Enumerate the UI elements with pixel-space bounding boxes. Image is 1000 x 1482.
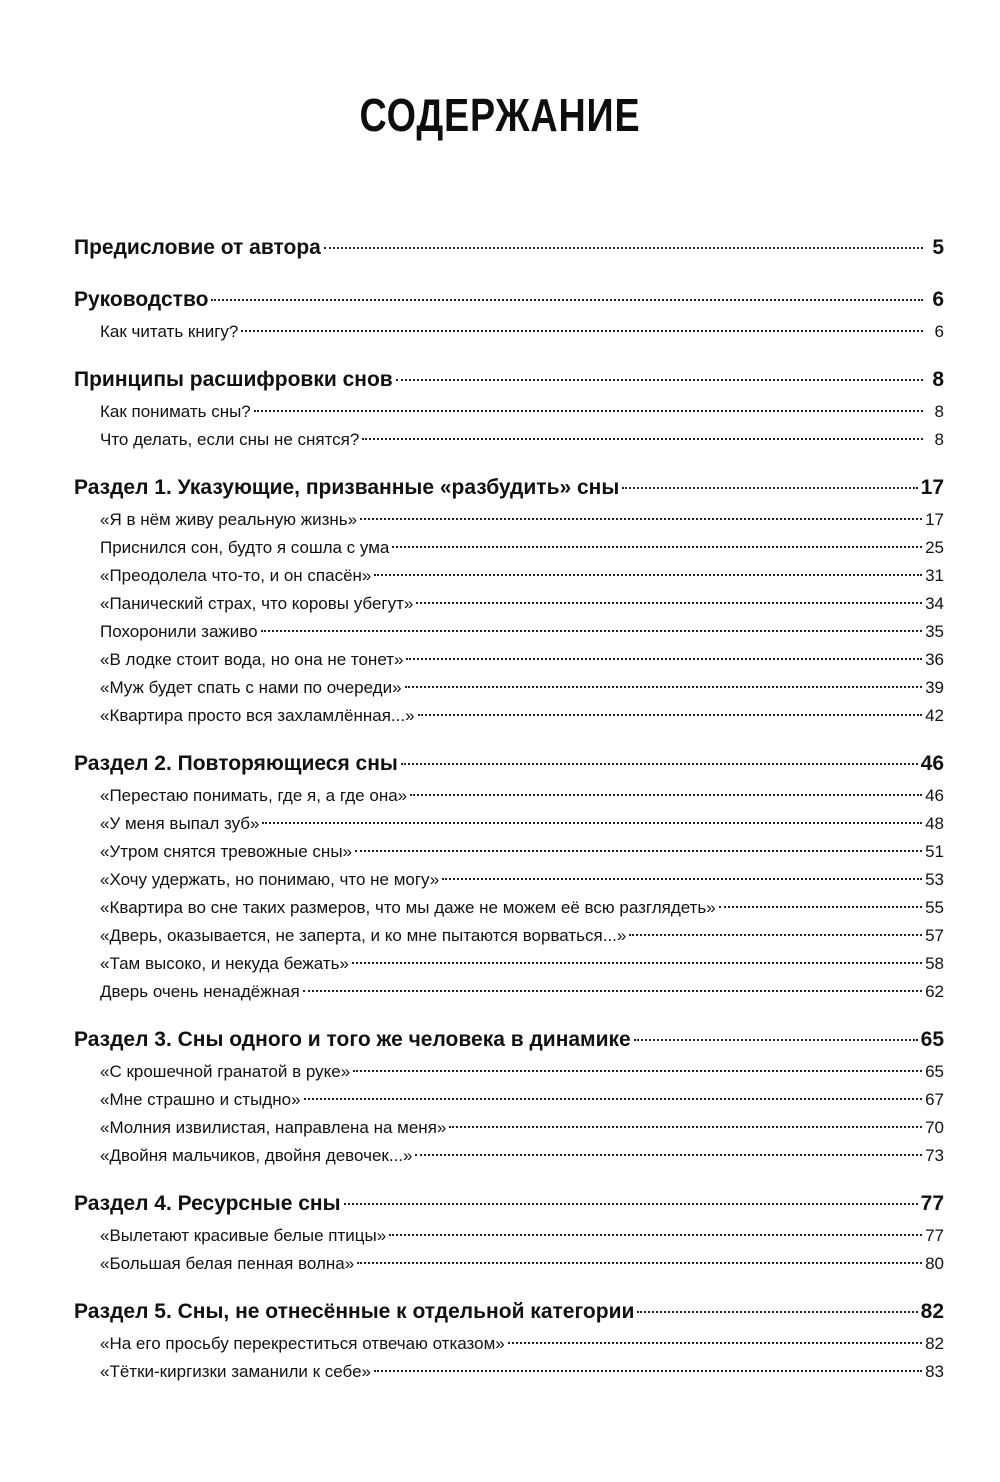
toc-page-number: 53	[925, 870, 944, 889]
toc-entry[interactable]	[74, 534, 944, 562]
dot-leader	[629, 934, 922, 936]
dot-leader	[392, 546, 922, 548]
toc-page-number: 51	[925, 842, 944, 861]
dot-leader	[357, 1262, 922, 1264]
section-gap	[74, 1006, 944, 1022]
toc-page-number: 8	[934, 430, 944, 449]
toc-entry[interactable]	[74, 1114, 944, 1142]
toc-page-number: 46	[920, 752, 944, 775]
dot-leader	[262, 822, 922, 824]
toc-page-number: 55	[925, 898, 944, 917]
toc-entry-title: Как понимать сны?	[100, 402, 251, 421]
toc-entry[interactable]	[74, 838, 944, 866]
toc-entry-title: «Муж будет спать с нами по очереди»	[100, 678, 402, 697]
toc-section-title: Раздел 2. Повторяющиеся сны	[74, 752, 398, 775]
section-gap	[74, 1278, 944, 1294]
toc-page-number: 6	[934, 322, 944, 341]
toc-section	[74, 1294, 944, 1386]
toc-section-title: Предисловие от автора	[74, 236, 321, 259]
toc-page-number: 67	[925, 1090, 944, 1109]
toc-entry-title: «Утром снятся тревожные сны»	[100, 842, 352, 861]
toc-page-number: 80	[925, 1254, 944, 1273]
dot-leader	[374, 574, 922, 576]
toc-entry-title: Как читать книгу?	[100, 322, 239, 341]
dot-leader	[410, 794, 922, 796]
toc-page-number: 17	[925, 510, 944, 529]
toc-entry-title: «Перестаю понимать, где я, а где она»	[100, 786, 408, 805]
dot-leader	[241, 330, 923, 332]
dot-leader	[396, 379, 923, 381]
toc-section	[74, 1186, 944, 1278]
toc-entry-title: «Я в нём живу реальную жизнь»	[100, 510, 358, 529]
dot-leader	[211, 299, 923, 301]
toc-entry[interactable]	[74, 1330, 944, 1358]
toc-entry-title: «Квартира просто вся захламлённая...»	[100, 706, 415, 725]
dot-leader	[344, 1203, 918, 1205]
dot-leader	[353, 1070, 922, 1072]
toc-entry[interactable]	[74, 866, 944, 894]
toc-entry-title: «Большая белая пенная волна»	[100, 1254, 355, 1273]
toc-entry-title: «Тётки-киргизки заманили к себе»	[100, 1362, 372, 1381]
toc-entry-title: «Преодолела что-то, и он спасён»	[100, 566, 372, 585]
toc-page-number: 39	[925, 678, 944, 697]
toc-entry-title: «Молния извилистая, направлена на меня»	[100, 1118, 447, 1137]
toc-page-number: 48	[925, 814, 944, 833]
toc-page-number: 6	[932, 288, 944, 311]
toc-page-number: 70	[925, 1118, 944, 1137]
toc-entry[interactable]	[74, 506, 944, 534]
toc-page-number: 65	[920, 1028, 944, 1051]
toc-entry[interactable]	[74, 1142, 944, 1170]
toc-entry-title: «В лодке стоит вода, но она не тонет»	[100, 650, 404, 669]
toc-entry[interactable]	[74, 702, 944, 730]
dot-leader	[303, 990, 922, 992]
toc-entry[interactable]	[74, 1222, 944, 1250]
page-title: СОДЕРЖАНИЕ	[359, 89, 641, 141]
dot-leader	[406, 658, 922, 660]
dot-leader	[449, 1126, 922, 1128]
dot-leader	[360, 518, 922, 520]
toc-entry[interactable]	[74, 426, 944, 454]
toc-entry[interactable]	[74, 562, 944, 590]
toc-section	[74, 230, 944, 266]
toc-page-number: 57	[925, 926, 944, 945]
toc-entry-title: «Панический страх, что коровы убегут»	[100, 594, 414, 613]
table-of-contents	[74, 230, 944, 1386]
toc-section	[74, 282, 944, 346]
dot-leader	[261, 630, 922, 632]
toc-entry-title: Приснился сон, будто я сошла с ума	[100, 538, 390, 557]
toc-section-title: Руководство	[74, 288, 209, 311]
toc-entry[interactable]	[74, 318, 944, 346]
toc-section-title: Раздел 5. Сны, не отнесённые к отдельной категории	[74, 1300, 635, 1323]
toc-section-entry[interactable]	[74, 746, 944, 782]
toc-entry-title: «Мне страшно и стыдно»	[100, 1090, 301, 1109]
dot-leader	[254, 410, 923, 412]
toc-section-entry[interactable]	[74, 1186, 944, 1222]
toc-page-number: 35	[925, 622, 944, 641]
dot-leader	[389, 1234, 922, 1236]
toc-entry[interactable]	[74, 398, 944, 426]
section-gap	[74, 346, 944, 362]
toc-page-number: 62	[925, 982, 944, 1001]
toc-entry-title: «На его просьбу перекреститься отвечаю отказом»	[100, 1334, 505, 1353]
dot-leader	[634, 1039, 918, 1041]
toc-entry-title: «Хочу удержать, но понимаю, что не могу»	[100, 870, 440, 889]
toc-entry[interactable]	[74, 810, 944, 838]
toc-section-entry[interactable]	[74, 362, 944, 398]
toc-entry[interactable]	[74, 1250, 944, 1278]
dot-leader	[637, 1311, 917, 1313]
toc-page-number: 42	[925, 706, 944, 725]
toc-entry[interactable]	[74, 590, 944, 618]
toc-page-number: 36	[925, 650, 944, 669]
toc-page-number: 8	[932, 368, 944, 391]
toc-section-title: Раздел 4. Ресурсные сны	[74, 1192, 341, 1215]
toc-entry[interactable]	[74, 1358, 944, 1386]
dot-leader	[416, 602, 922, 604]
dot-leader	[352, 962, 922, 964]
toc-section-title: Принципы расшифровки снов	[74, 368, 393, 391]
toc-section	[74, 1022, 944, 1170]
dot-leader	[362, 438, 923, 440]
toc-entry-title: Похоронили заживо	[100, 622, 258, 641]
toc-page-number: 8	[934, 402, 944, 421]
toc-page-number: 82	[925, 1334, 944, 1353]
toc-section	[74, 362, 944, 454]
toc-page-number: 82	[920, 1300, 944, 1323]
toc-section	[74, 746, 944, 1006]
toc-entry-title: «Там высоко, и некуда бежать»	[100, 954, 349, 973]
toc-page-number: 58	[925, 954, 944, 973]
toc-entry-title: «Квартира во сне таких размеров, что мы даже не можем её всю разглядеть»	[100, 898, 716, 917]
dot-leader	[508, 1342, 922, 1344]
toc-entry-title: «Дверь, оказывается, не заперта, и ко мне пытаются ворваться...»	[100, 926, 627, 945]
dot-leader	[355, 850, 922, 852]
dot-leader	[401, 763, 918, 765]
toc-page-number: 73	[925, 1146, 944, 1165]
section-gap	[74, 454, 944, 470]
dot-leader	[405, 686, 923, 688]
dot-leader	[418, 714, 923, 716]
toc-entry[interactable]	[74, 646, 944, 674]
toc-page-number: 46	[925, 786, 944, 805]
toc-entry[interactable]	[74, 618, 944, 646]
toc-entry[interactable]	[74, 1058, 944, 1086]
toc-entry[interactable]	[74, 674, 944, 702]
dot-leader	[304, 1098, 923, 1100]
toc-page-number: 5	[932, 236, 944, 259]
toc-section-entry[interactable]	[74, 470, 944, 506]
toc-page-number: 25	[925, 538, 944, 557]
toc-entry[interactable]	[74, 1086, 944, 1114]
toc-entry-title: Дверь очень ненадёжная	[100, 982, 300, 1001]
toc-page-number: 77	[925, 1226, 944, 1245]
toc-entry-title: Что делать, если сны не снятся?	[100, 430, 360, 449]
toc-section	[74, 470, 944, 730]
toc-section-entry[interactable]	[74, 1022, 944, 1058]
toc-section-title: Раздел 3. Сны одного и того же человека в динамике	[74, 1028, 631, 1051]
toc-entry-title: «Вылетают красивые белые птицы»	[100, 1226, 387, 1245]
toc-section-title: Раздел 1. Указующие, призванные «разбудить» сны	[74, 476, 620, 499]
toc-entry-title: «С крошечной гранатой в руке»	[100, 1062, 351, 1081]
section-gap	[74, 1170, 944, 1186]
toc-section-entry[interactable]	[74, 1294, 944, 1330]
toc-page-number: 31	[925, 566, 944, 585]
section-gap	[74, 266, 944, 282]
dot-leader	[719, 906, 922, 908]
toc-page-number: 77	[920, 1192, 944, 1215]
dot-leader	[374, 1370, 922, 1372]
toc-page-number: 17	[920, 476, 944, 499]
section-gap	[74, 730, 944, 746]
toc-page-number: 34	[925, 594, 944, 613]
toc-section-entry[interactable]	[74, 230, 944, 266]
dot-leader	[415, 1154, 922, 1156]
toc-page-number: 65	[925, 1062, 944, 1081]
toc-entry[interactable]	[74, 782, 944, 810]
toc-page-number: 83	[925, 1362, 944, 1381]
toc-entry-title: «У меня выпал зуб»	[100, 814, 260, 833]
toc-entry[interactable]	[74, 978, 944, 1006]
toc-section-entry[interactable]	[74, 282, 944, 318]
dot-leader	[622, 487, 917, 489]
toc-entry[interactable]	[74, 894, 944, 922]
dot-leader	[442, 878, 922, 880]
toc-entry-title: «Двойня мальчиков, двойня девочек...»	[100, 1146, 413, 1165]
toc-entry[interactable]	[74, 922, 944, 950]
dot-leader	[324, 247, 923, 249]
toc-entry[interactable]	[74, 950, 944, 978]
